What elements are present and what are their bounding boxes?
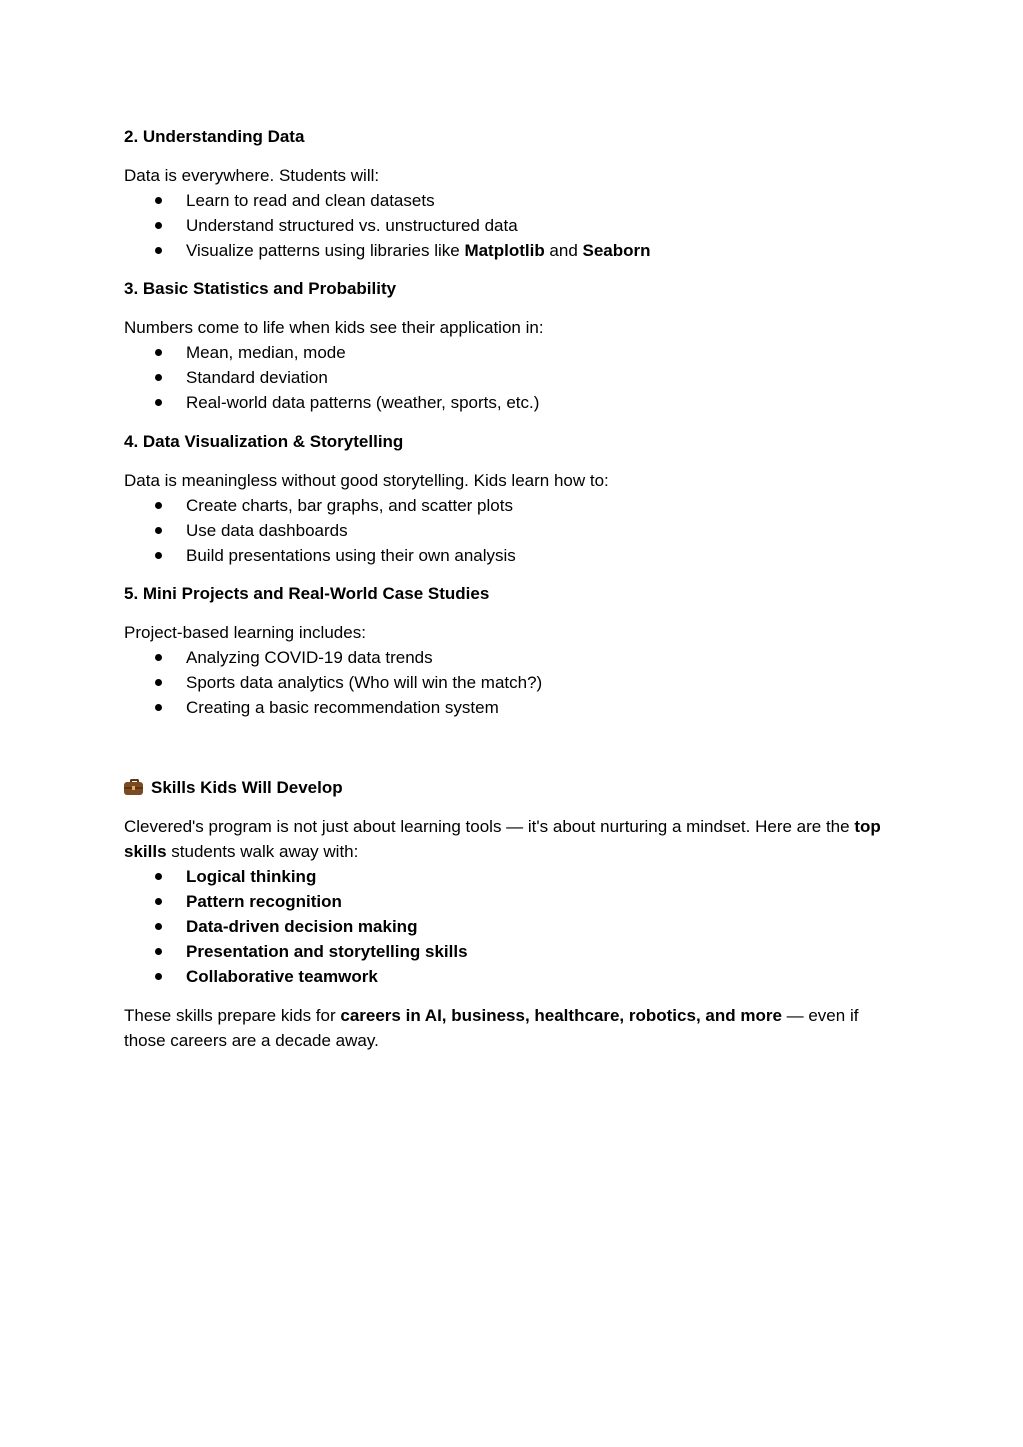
list-item-text: Creating a basic recommendation system [186, 698, 499, 718]
bullet-icon [155, 679, 162, 686]
list-item [124, 493, 894, 518]
bullet-icon [155, 222, 162, 229]
bullet-list [124, 340, 894, 415]
bullet-icon [155, 374, 162, 381]
list-item-text: Mean, median, mode [186, 343, 346, 363]
bullet-icon [155, 247, 162, 254]
list-item [124, 213, 894, 238]
list-item-text: Real-world data patterns (weather, sports, etc.) [186, 393, 540, 413]
section-intro: Data is meaningless without good storytelling. Kids learn how to: [124, 470, 609, 490]
list-item-text: Standard deviation [186, 368, 328, 388]
seaborn-text: Seaborn [582, 240, 651, 260]
bullet-icon [155, 948, 162, 955]
skills-intro-text: Clevered's program is not just about learning tools — it's about nurturing a mindset. Here are the [124, 817, 855, 837]
bullet-icon [155, 349, 162, 356]
list-item-text: Analyzing COVID-19 data trends [186, 648, 433, 668]
skill-logical-thinking: Logical thinking [186, 867, 317, 887]
list-item [124, 543, 894, 568]
bullet-icon [155, 873, 162, 880]
skills-heading-text: Skills Kids Will Develop [151, 778, 343, 798]
list-item [124, 889, 894, 914]
skill-pattern-recognition: Pattern recognition [186, 892, 342, 912]
list-item-text: Learn to read and clean datasets [186, 190, 435, 210]
list-item-text: Sports data analytics (Who will win the match?) [186, 673, 543, 693]
list-item [124, 365, 894, 390]
skill-decision-making: Data-driven decision making [186, 917, 418, 937]
briefcase-icon [124, 779, 143, 795]
list-item [124, 670, 894, 695]
skills-closing-text: These skills prepare kids for [124, 1005, 341, 1025]
careers-text: careers in AI, business, healthcare, robotics, and more [340, 1005, 782, 1025]
list-item [124, 695, 894, 720]
bullet-icon [155, 197, 162, 204]
bullet-list [124, 493, 894, 568]
section-heading-understanding-data: 2. Understanding Data [124, 127, 305, 146]
list-item-text: and [544, 240, 583, 260]
list-item [124, 645, 894, 670]
bullet-icon [155, 502, 162, 509]
skills-intro [124, 814, 894, 864]
list-item-text: Understand structured vs. unstructured data [186, 215, 518, 235]
list-item [124, 340, 894, 365]
list-item [124, 238, 894, 263]
bullet-icon [155, 898, 162, 905]
list-item [124, 188, 894, 213]
bullet-list [124, 188, 894, 263]
document-content [124, 124, 894, 1053]
skill-teamwork: Collaborative teamwork [186, 967, 378, 987]
list-item-text: Use data dashboards [186, 520, 348, 540]
list-item [124, 518, 894, 543]
skills-list [124, 864, 894, 989]
section-intro: Numbers come to life when kids see their application in: [124, 318, 544, 338]
bullet-icon [155, 552, 162, 559]
bullet-icon [155, 973, 162, 980]
bullet-icon [155, 704, 162, 711]
matplotlib-text: Matplotlib [464, 240, 545, 260]
list-item [124, 390, 894, 415]
section-heading-visualization: 4. Data Visualization & Storytelling [124, 431, 404, 451]
skills-closing-text-end: — even if those careers are a decade away. [124, 1005, 859, 1050]
section-intro: Data is everywhere. Students will: [124, 165, 380, 185]
list-item [124, 864, 894, 889]
list-item [124, 914, 894, 939]
list-item-text: Visualize patterns using libraries like [186, 240, 465, 260]
list-item-text: Build presentations using their own analysis [186, 545, 516, 565]
bullet-list [124, 645, 894, 720]
bullet-icon [155, 399, 162, 406]
section-heading-statistics: 3. Basic Statistics and Probability [124, 279, 397, 299]
section-heading-mini-projects: 5. Mini Projects and Real-World Case Studies [124, 584, 490, 604]
top-skills-text: top skills [124, 817, 881, 862]
list-item [124, 939, 894, 964]
skills-intro-text-end: students walk away with: [166, 842, 359, 862]
section-intro: Project-based learning includes: [124, 623, 366, 643]
bullet-icon [155, 654, 162, 661]
bullet-icon [155, 527, 162, 534]
list-item-text: Create charts, bar graphs, and scatter plots [186, 495, 513, 515]
bullet-icon [155, 923, 162, 930]
skills-heading [124, 775, 894, 800]
list-item [124, 964, 894, 989]
skills-closing [124, 1003, 894, 1053]
skill-presentation: Presentation and storytelling skills [186, 942, 468, 962]
